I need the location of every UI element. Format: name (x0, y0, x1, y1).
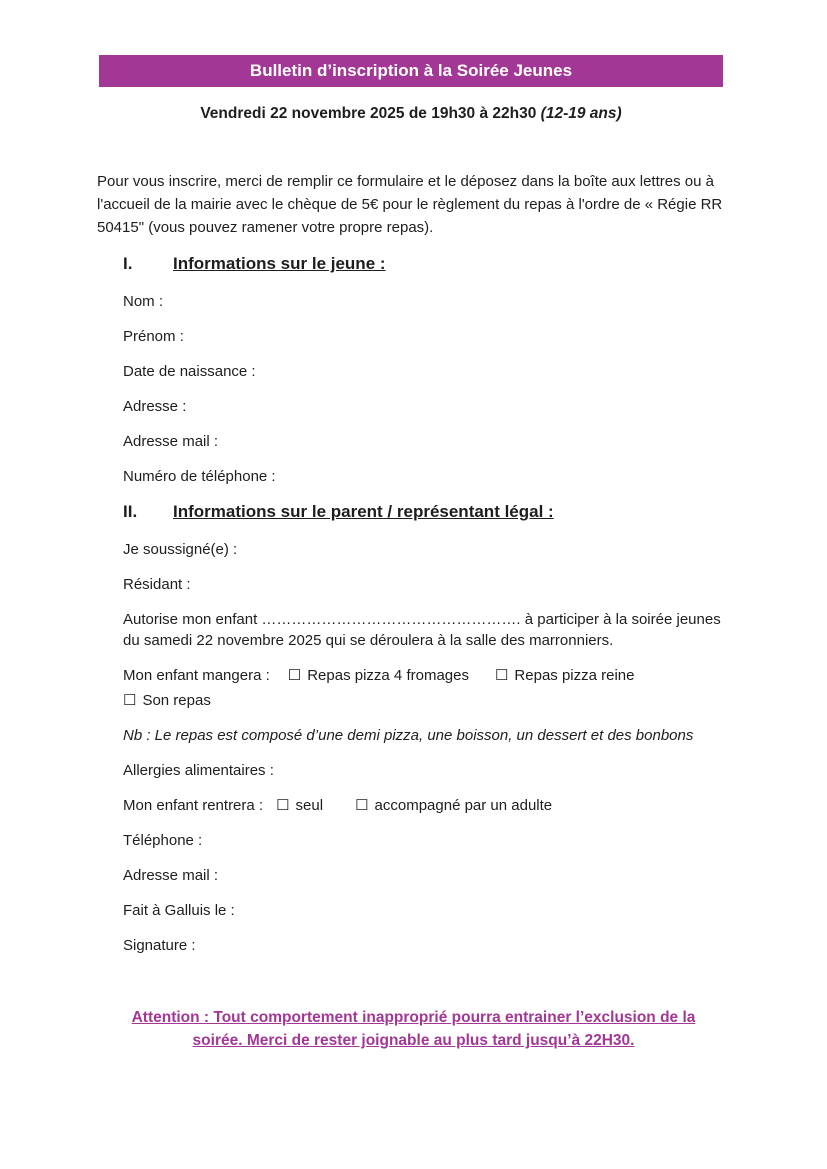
meal-option-label: Repas pizza 4 fromages (307, 667, 469, 684)
return-option-seul (276, 797, 323, 814)
event-date: Vendredi 22 novembre 2025 de 19h30 à 22h30 (200, 105, 537, 122)
checkbox-icon[interactable]: ☐ (276, 797, 290, 814)
field-je-soussigne: Je soussigné(e) : (123, 541, 238, 558)
meal-option-label: Son repas (142, 692, 211, 709)
title-banner (99, 55, 723, 87)
return-option-label: accompagné par un adulte (374, 797, 553, 814)
checkbox-icon[interactable]: ☐ (494, 667, 509, 684)
section2-title: Informations sur le parent / représentant légal : (173, 502, 554, 521)
meal-option-label: Repas pizza reine (514, 667, 635, 684)
section2-number: II. (123, 502, 138, 521)
section1-number: I. (123, 254, 133, 273)
meal-choice-line (123, 665, 723, 686)
section2-heading (123, 501, 723, 523)
field-residant: Résidant : (123, 576, 191, 593)
return-label: Mon enfant rentrera : (123, 797, 264, 814)
field-adresse: Adresse : (123, 398, 187, 415)
return-option-label: seul (295, 797, 324, 814)
event-age-range: (12-19 ans) (540, 105, 622, 122)
attention-notice (112, 1006, 715, 1052)
field-allergies: Allergies alimentaires : (123, 762, 274, 779)
meal-label: Mon enfant mangera : (123, 667, 270, 684)
event-subtitle (99, 103, 723, 124)
meal-option-son-repas (123, 690, 723, 711)
field-prenom: Prénom : (123, 328, 184, 345)
page-title: Bulletin d’inscription à la Soirée Jeunes (249, 61, 573, 80)
meal-option-pizza-4-fromages (288, 667, 469, 684)
attention-label: Attention : (131, 1009, 210, 1026)
field-fait-a: Fait à Galluis le : (123, 902, 235, 919)
meal-option-pizza-reine (495, 667, 635, 684)
intro-paragraph: Pour vous inscrire, merci de remplir ce formulaire et le déposez dans la boîte aux lettres ou à l'accueil de la mairie avec le chèque de 5€ pour le règlement du repas à l'ordre de « Régie RR 50415" (vous pouvez ramener votre propre repas). (97, 173, 723, 236)
checkbox-icon[interactable]: ☐ (355, 797, 369, 814)
return-choice-line (123, 795, 723, 816)
field-telephone-jeune: Numéro de téléphone : (123, 468, 276, 485)
return-option-accompagne (355, 797, 552, 814)
field-date-naissance: Date de naissance : (123, 363, 256, 380)
field-telephone-parent: Téléphone : (123, 832, 203, 849)
section1-heading (123, 253, 723, 275)
meal-note: Nb : Le repas est composé d’une demi pizza, une boisson, un dessert et des bonbons (123, 727, 694, 744)
field-adresse-mail-parent: Adresse mail : (123, 867, 219, 884)
section1-title: Informations sur le jeune : (173, 254, 386, 273)
field-signature: Signature : (123, 937, 196, 954)
attention-text: Tout comportement inapproprié pourra entrainer l’exclusion de la soirée. Merci de rester joignable au plus tard jusqu’à 22H30. (192, 1009, 696, 1049)
checkbox-icon[interactable]: ☐ (287, 667, 302, 684)
checkbox-icon[interactable]: ☐ (123, 692, 137, 709)
field-nom: Nom : (123, 293, 164, 310)
authorization-paragraph: Autorise mon enfant ……………………………………………. à participer à la soirée jeunes du samedi 22 novembre 2025 qui se déroulera à la salle des marronniers. (123, 611, 721, 649)
field-adresse-mail: Adresse mail : (123, 433, 219, 450)
